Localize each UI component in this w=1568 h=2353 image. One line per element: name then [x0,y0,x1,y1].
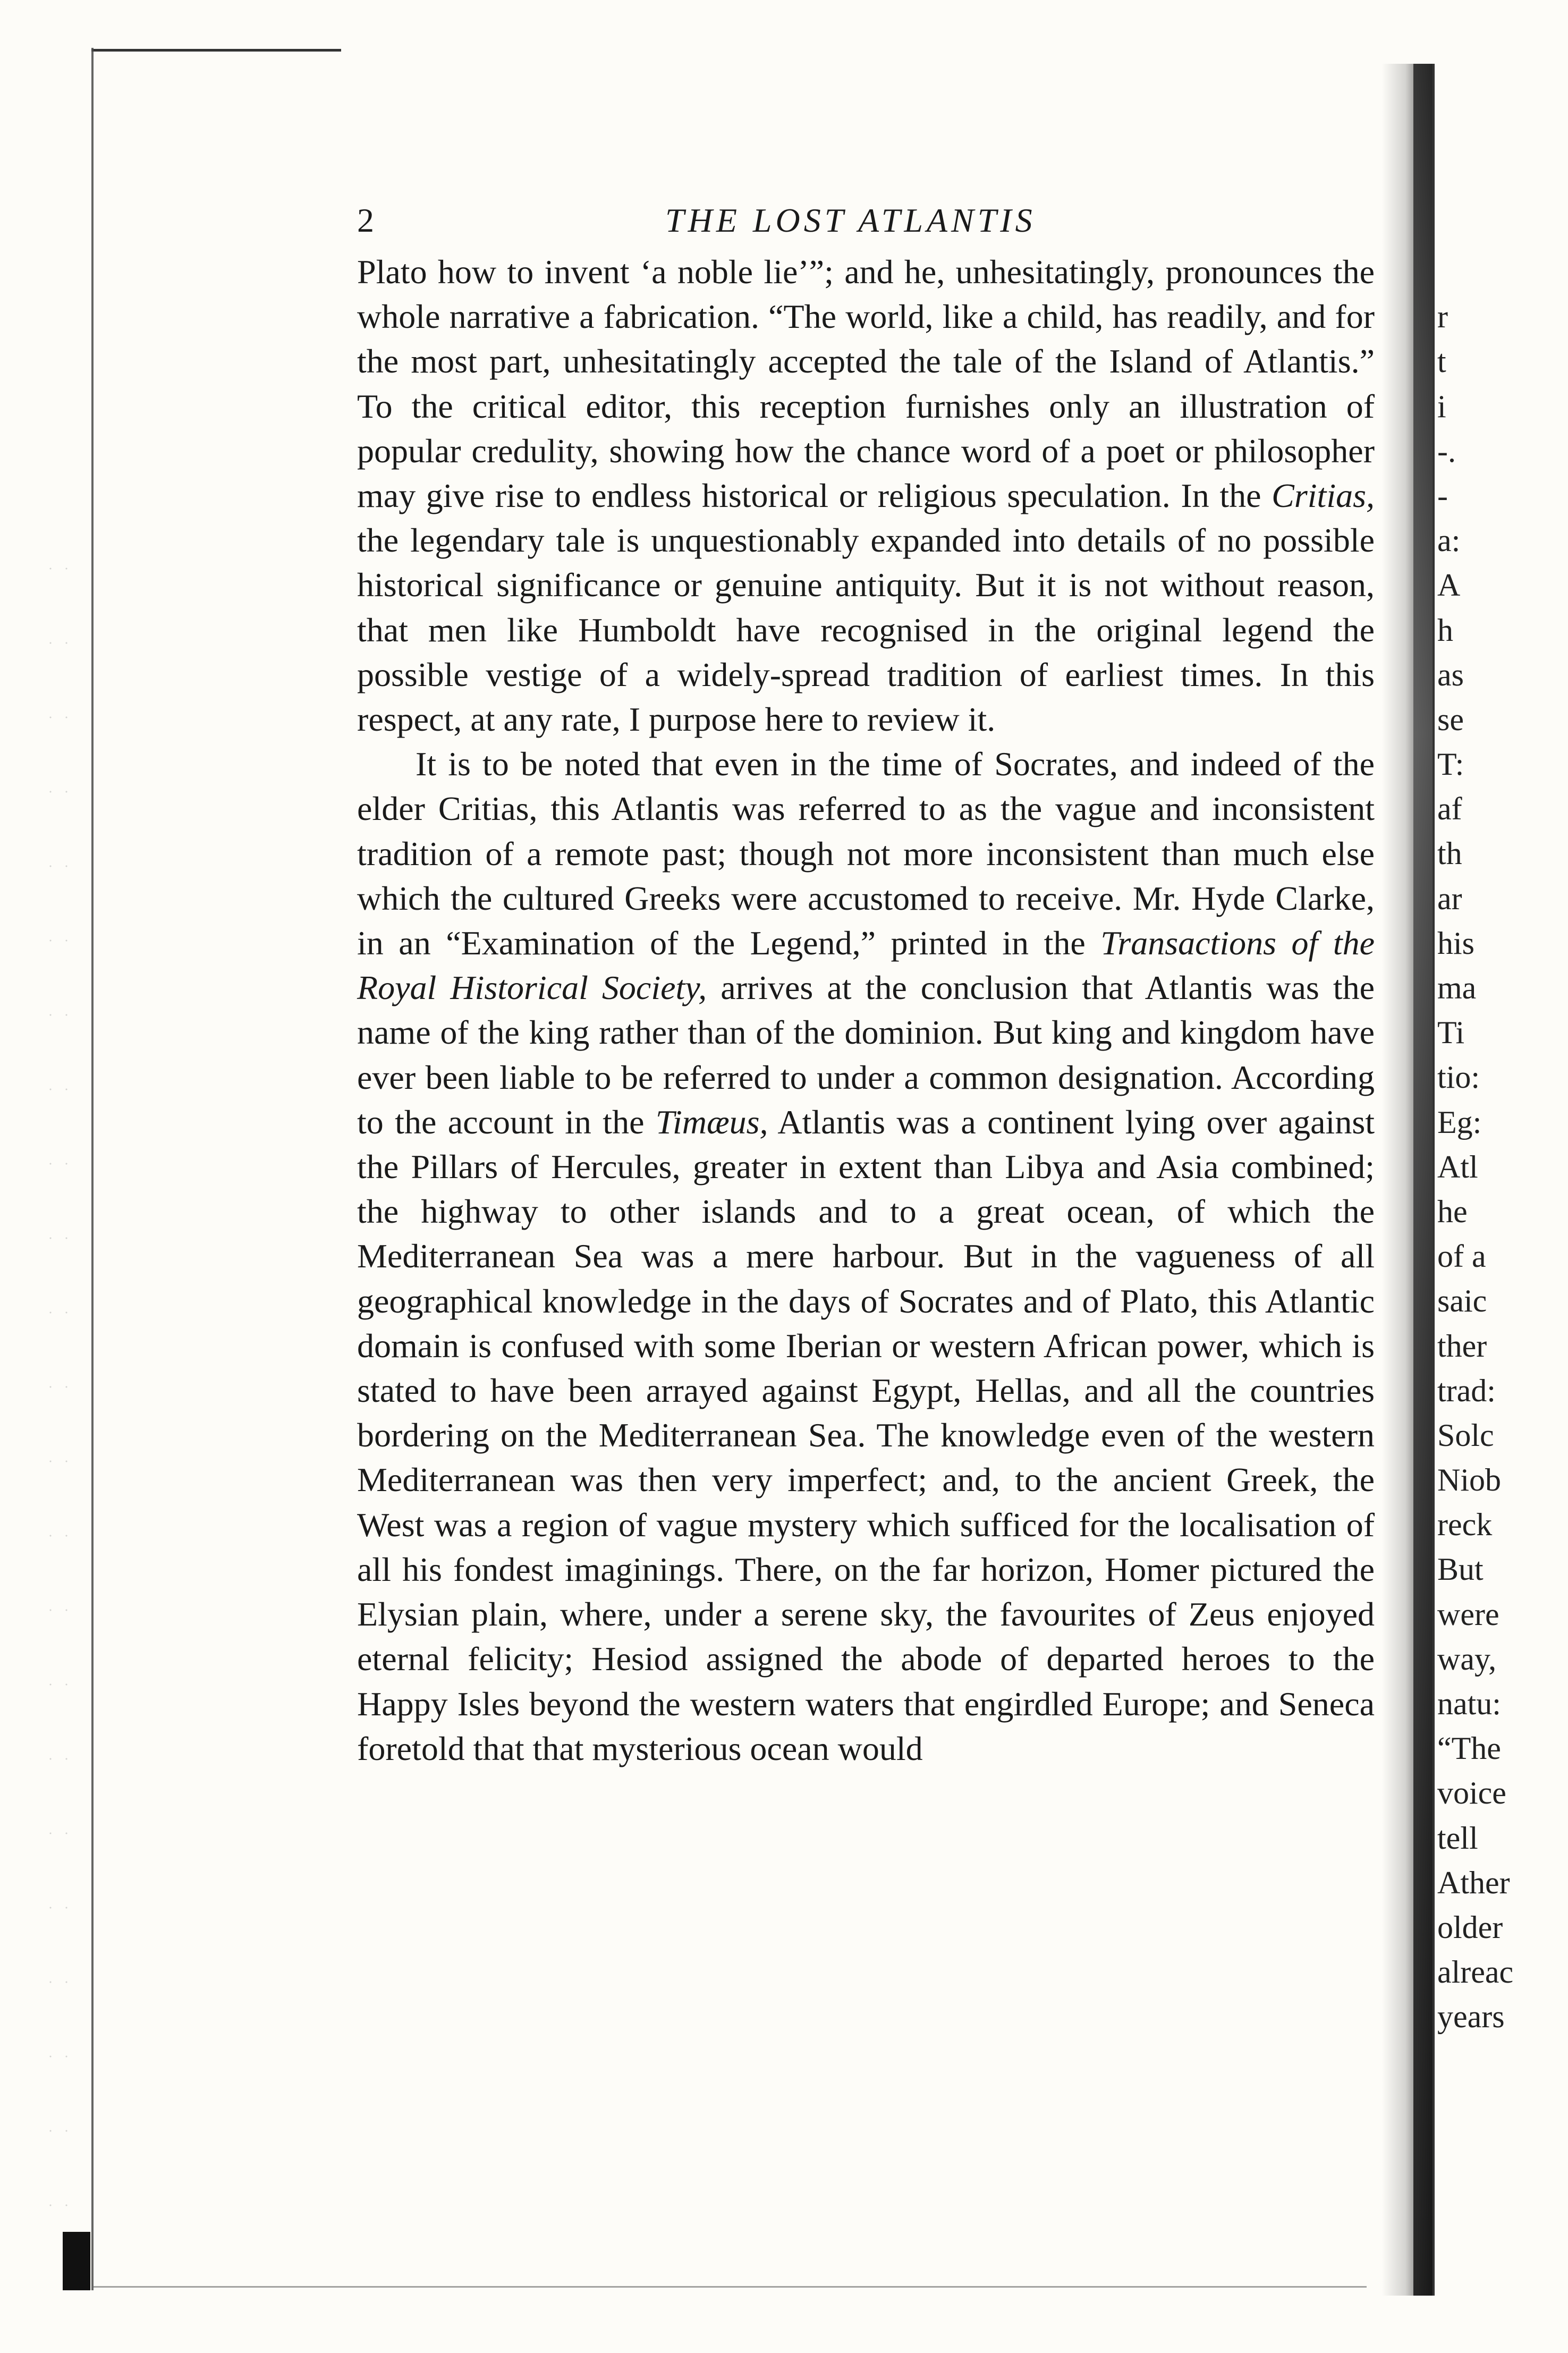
facing-page-line: a: [1437,523,1461,558]
facing-page-line: se [1437,701,1464,737]
facing-page-line: were [1437,1596,1499,1632]
facing-page-line: A [1437,568,1461,603]
scan-corner-mark [63,2232,90,2290]
facing-page-line: “The [1437,1731,1501,1766]
facing-page-line: alreac [1437,1954,1514,1990]
italic-text: Timæus, [655,1103,768,1141]
facing-page-line: Eg: [1437,1104,1482,1140]
bottom-border-rule [91,2286,1367,2288]
facing-page-line: th [1437,836,1462,871]
body-text [357,250,1375,1771]
italic-text: Critias, [1272,477,1375,515]
page-specks [43,531,74,2232]
facing-page-line: r [1437,299,1448,335]
facing-page-line: reck [1437,1507,1493,1543]
page-number: 2 [357,201,374,239]
text-run: It is to be noted that even in the time of Socrates, and indeed of the elder Critias, this Atlantis was referred to as the vague and inconsistent tradition of a remote past; though not more inconsistent than much else which the cultured Greeks were accustomed to receive. Mr. Hyde Clarke, in an “Examination of the Legend,” printed in the [357,745,1375,962]
facing-page-line: Solc [1437,1417,1494,1453]
text-run: arrives at the conclusion that Atlantis was the name of the king rather than of the dominion. But king and kingdom have ever been liable to be referred to under a common designation. According to the account in the [357,969,1375,1141]
left-border-rule [91,48,94,2290]
facing-page-line [1437,250,1568,294]
facing-page-line: Niob [1437,1462,1501,1498]
book-gutter [1413,64,1433,2296]
facing-page-line: tell [1437,1820,1478,1856]
facing-page-line: T: [1437,747,1464,782]
text-run: Atlantis was a continent lying over against the Pillars of Hercules, greater in extent than Libya and Asia combined; the highway to other islands and to a great ocean, of which the Mediterranean Sea was a mere harbour. But in the vagueness of all geographical knowledge in the days of Socrates and of Plato, this Atlantic domain is confused with some Iberian or western African power, which is stated to have been arrayed against Egypt, Hellas, and all the countries bordering on the Mediterranean Sea. The knowledge even of the western Mediterranean was then very imperfect; and, to the ancient Greek, the West was a region of vague mystery which sufficed for the localisation of all his fondest imaginings. There, on the far horizon, Homer pictured the Elysian plain, where, under a serene sky, the favourites of Zeus enjoyed eternal felicity; Hesiod assigned the abode of departed heroes to the Happy Isles beyond the western waters that engirdled Europe; and Seneca foretold that that mysterious ocean would [357,1103,1375,1767]
facing-page-line: years [1437,1999,1505,2035]
facing-page-line: i [1437,388,1446,424]
facing-page-line: natu: [1437,1686,1501,1721]
italic-text: Transactions of the Royal Historical Society, [357,924,1375,1007]
text-run: the legendary tale is unquestionably expanded into details of no possible historical significance or genuine antiquity. But it is not without reason, that men like Humboldt have recognised in the original legend the possible vestige of a widely-spread tradition of earliest times. In this respect, at any rate, I purpose here to review it. [357,521,1375,739]
facing-page-line: h [1437,612,1453,648]
text-run: Plato how to invent ‘a noble lie’”; and he, unhesitatingly, pronounces the whole narrative a fabrication. “The world, like a child, has readily, and for the most part, unhesitatingly accepted the tale of the Island of Atlantis.” To the critical editor, this reception furnishes only an illustration of popular credulity, showing how the chance word of a poet or philosopher may give rise to endless historical or religious speculation. In the [357,253,1375,515]
facing-page-line: he [1437,1194,1468,1229]
facing-page-line: tio: [1437,1060,1480,1095]
facing-page-line: saic [1437,1283,1487,1319]
facing-page-fragment [1437,250,1568,2039]
facing-page-line: t [1437,344,1446,379]
facing-page-line: older [1437,1909,1503,1945]
facing-page-line: -. [1437,433,1456,469]
facing-page-line: voice [1437,1775,1506,1811]
facing-page-line: Atl [1437,1149,1478,1184]
facing-page-line: ar [1437,881,1462,916]
facing-page-line: as [1437,657,1464,692]
top-border-rule [91,49,341,52]
facing-page-line: af [1437,791,1462,827]
facing-page-line: of a [1437,1239,1486,1274]
facing-page-line: way, [1437,1641,1497,1677]
facing-page-line: ther [1437,1328,1487,1364]
facing-page-line: ma [1437,970,1477,1005]
facing-page-line: Ti [1437,1015,1465,1051]
paragraph [357,742,1375,1771]
facing-page-line: Ather [1437,1865,1510,1900]
paragraph [357,250,1375,742]
facing-page-line: his [1437,925,1475,961]
running-title: THE LOST ATLANTIS [665,201,1036,239]
page-header [357,197,1377,244]
facing-page-line: trad: [1437,1373,1496,1408]
facing-page-line: - [1437,478,1448,513]
facing-page-line: But [1437,1552,1484,1587]
